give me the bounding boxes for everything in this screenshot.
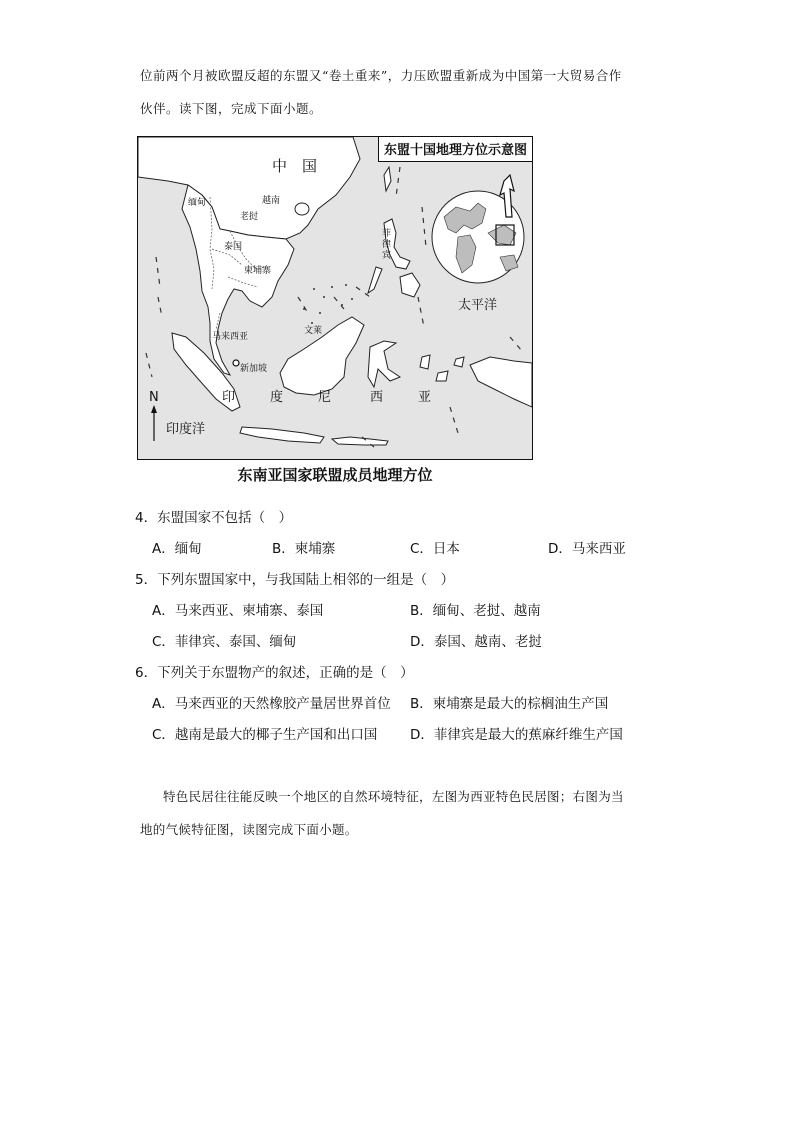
label-thailand: 泰国 [224,242,243,252]
question-5-stem: 5．下列东盟国家中，与我国陆上相邻的一组是（ ） [135,572,455,588]
question-6-stem: 6．下列关于东盟物产的叙述，正确的是（ ） [135,665,414,681]
intro-line-2: 伙伴。读下图，完成下面小题。 [140,101,323,116]
label-china: 中 国 [272,157,318,175]
hainan-island [295,203,309,215]
q4-option-c[interactable]: C．日本 [410,541,460,557]
asean-map [137,136,533,460]
globe-inset [432,175,524,283]
intro-line-1: 位前两个月被欧盟反超的东盟又“卷土重来”，力压欧盟重新成为中国第一大贸易合作 [140,68,622,83]
sulawesi-island [368,341,400,387]
taiwan-island [384,167,391,191]
q6-option-b[interactable]: B．柬埔寨是最大的棕榈油生产国 [410,696,609,712]
label-indonesia-2: 度 [270,390,284,405]
q4-option-a[interactable]: A．缅甸 [152,541,202,557]
label-singapore: 新加坡 [240,364,268,374]
q5-option-d[interactable]: D．泰国、越南、老挝 [410,634,542,650]
label-philippines: 菲律宾 [382,229,392,261]
new-guinea-island [470,357,532,407]
label-indonesia-3: 尼 [318,390,332,405]
q5-option-b[interactable]: B．缅甸、老挝、越南 [410,603,541,619]
singapore-marker [233,360,239,366]
question-4-stem: 4．东盟国家不包括（ ） [135,510,293,526]
q6-option-a[interactable]: A．马来西亚的天然橡胶产量居世界首位 [152,696,391,712]
label-laos: 老挝 [240,212,259,222]
java-island [240,427,324,443]
map-title: 东盟十国地理方位示意图 [378,136,533,162]
q6-option-c[interactable]: C．越南是最大的椰子生产国和出口国 [152,727,378,743]
intro2-line-2: 地的气候特征图，读图完成下面小题。 [140,822,358,837]
label-indonesia-4: 西 [370,390,384,405]
north-label: N [149,390,159,405]
label-myanmar: 缅甸 [188,198,207,208]
q5-option-a[interactable]: A．马来西亚、柬埔寨、泰国 [152,603,324,619]
intro2-line-1: 特色民居往往能反映一个地区的自然环境特征，左图为西亚特色民居图；右图为当 [163,789,624,804]
label-cambodia: 柬埔寨 [244,266,272,276]
label-indonesia-5: 亚 [418,390,432,405]
label-brunei: 文莱 [304,326,323,336]
china-landmass [138,137,360,239]
label-indian-ocean: 印度洋 [166,422,206,437]
scattered-islands [303,284,353,324]
q4-option-d[interactable]: D．马来西亚 [548,541,626,557]
north-arrow-icon [151,405,157,441]
q4-option-b[interactable]: B．柬埔寨 [272,541,336,557]
label-vietnam: 越南 [262,196,281,206]
label-pacific-ocean: 太平洋 [458,298,498,313]
label-indonesia-1: 印 [222,390,236,405]
q5-option-c[interactable]: C．菲律宾、泰国、缅甸 [152,634,297,650]
q6-option-d[interactable]: D．菲律宾是最大的蕉麻纤维生产国 [410,727,623,743]
map-caption: 东南亚国家联盟成员地理方位 [237,466,433,484]
label-malaysia: 马来西亚 [212,332,249,342]
